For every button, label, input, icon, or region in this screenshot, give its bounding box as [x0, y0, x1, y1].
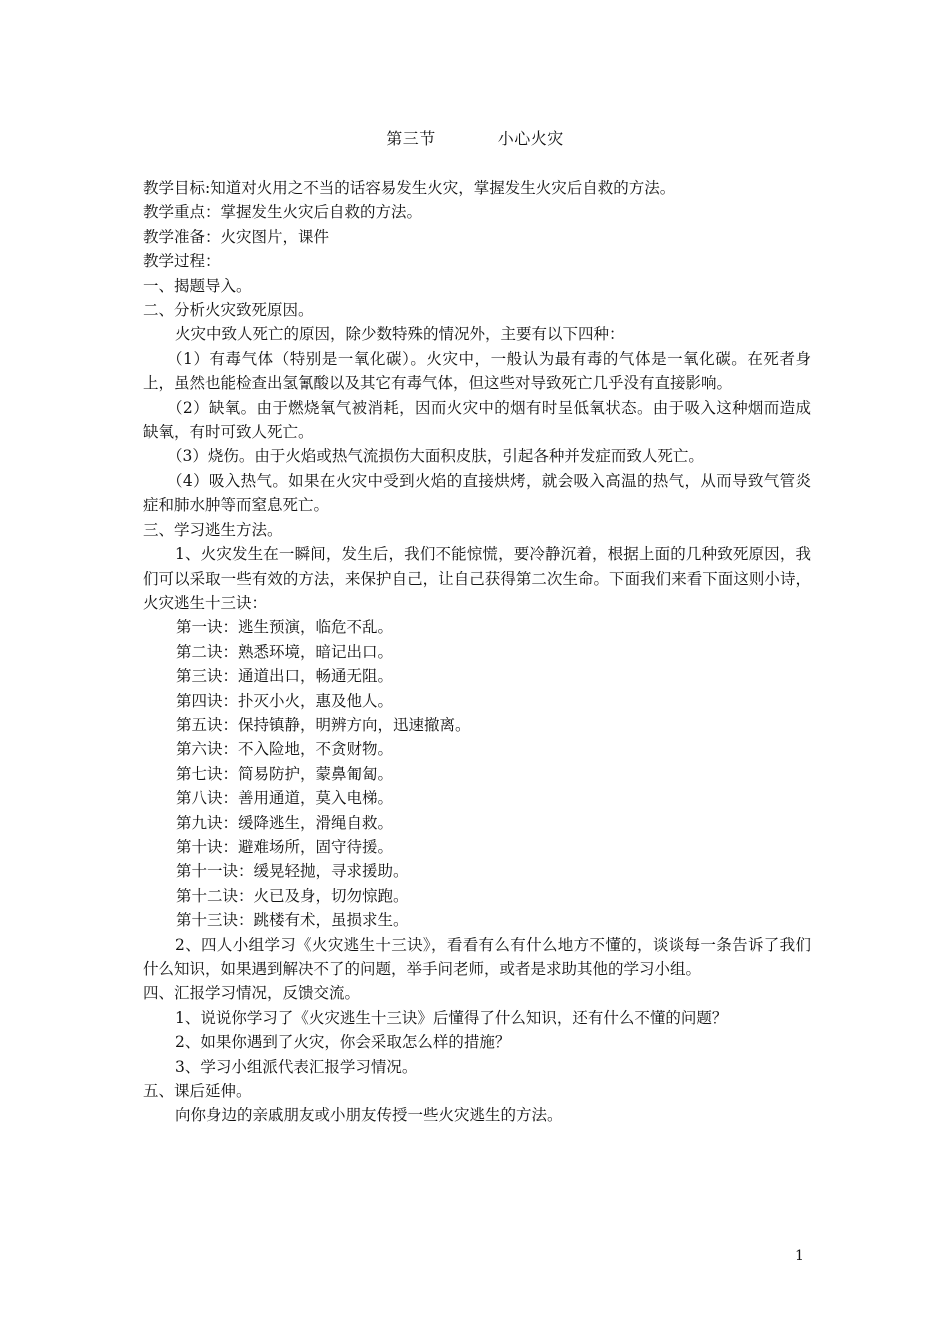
verse-line: 第二诀：熟悉环境，暗记出口。 [176, 642, 394, 661]
verse-line: 第十一诀：缓晃轻抛，寻求援助。 [176, 862, 409, 881]
teaching-goal: 教学目标:知道对火用之不当的话容易发生火灾，掌握发生火灾后自救的方法。 [143, 179, 676, 197]
verse-line: 第八诀：善用通道，莫入电梯。 [176, 789, 394, 808]
cause-1: （1）有毒气体（特别是一氧化碳）。火灾中，一般认为最有毒的气体是一氧化碳。在死者身上，虽然也能检查出氢氰酸以及其它有毒气体，但这些对导致死亡几乎没有直接影响。 [143, 349, 811, 393]
verse-line: 第十三诀：跳楼有术，虽损求生。 [176, 911, 409, 930]
escape-paragraph-1: 1、火灾发生在一瞬间，发生后，我们不能惊慌，要冷静沉着，根据上面的几种致死原因，我们可以采取一些有效的方法，来保护自己，让自己获得第二次生命。下面我们来看下面这则小诗，火灾逃生十三诀： [143, 545, 811, 612]
extension-paragraph: 向你身边的亲戚朋友或小朋友传授一些火灾逃生的方法。 [175, 1106, 563, 1125]
report-question-3: 3、学习小组派代表汇报学习情况。 [175, 1057, 418, 1076]
cause-2: （2）缺氧。由于燃烧氧气被消耗，因而火灾中的烟有时呈低氧状态。由于吸入这种烟而造成缺氧，有时可致人死亡。 [143, 398, 811, 442]
verse-line: 第九诀：缓降逃生，滑绳自救。 [176, 813, 394, 832]
verse-line: 第十诀：避难场所，固守待援。 [176, 837, 394, 856]
lesson-topic: 小心火灾 [497, 129, 564, 148]
section-heading-3: 三、学习逃生方法。 [143, 520, 283, 539]
lesson-body [143, 176, 811, 1128]
cause-intro: 火灾中致人死亡的原因，除少数特殊的情况外，主要有以下四种： [175, 325, 625, 344]
cause-4: （4）吸入热气。如果在火灾中受到火焰的直接烘烤，就会吸入高温的热气，从而导致气管炎症和肺水肿等而窒息死亡。 [143, 471, 811, 515]
page-title [0, 126, 950, 149]
page-number: 1 [795, 1248, 804, 1264]
escape-paragraph-2: 2、四人小组学习《火灾逃生十三诀》，看看有么有什么地方不懂的，谈谈每一条告诉了我们什么知识，如果遇到解决不了的问题，举手问老师，或者是求助其他的学习小组。 [143, 935, 811, 978]
section-heading-4: 四、汇报学习情况，反馈交流。 [143, 984, 361, 1003]
verse-line: 第四诀：扑灭小火，惠及他人。 [176, 691, 394, 710]
verse-line: 第一诀：逃生预演，临危不乱。 [176, 618, 394, 637]
section-heading-5: 五、课后延伸。 [143, 1082, 252, 1101]
escape-verse-list [143, 615, 811, 932]
section-heading-1: 一、揭题导入。 [143, 276, 252, 295]
teaching-prep: 教学准备：火灾图片，课件 [143, 227, 330, 246]
teaching-focus: 教学重点：掌握发生火灾后自救的方法。 [143, 203, 423, 222]
verse-line: 第十二诀：火已及身，切勿惊跑。 [176, 886, 409, 905]
verse-line: 第七诀：简易防护，蒙鼻匍匐。 [176, 764, 394, 783]
report-question-1: 1、说说你学习了《火灾逃生十三诀》后懂得了什么知识，还有什么不懂的问题？ [175, 1008, 728, 1027]
verse-line: 第三诀：通道出口，畅通无阻。 [176, 667, 394, 686]
teaching-process-heading: 教学过程： [143, 252, 221, 271]
verse-line: 第六诀：不入险地，不贪财物。 [176, 740, 394, 759]
section-number: 第三节 [386, 129, 436, 148]
verse-line: 第五诀：保持镇静，明辨方向，迅速撤离。 [176, 715, 471, 734]
report-question-2: 2、如果你遇到了火灾，你会采取怎么样的措施？ [175, 1033, 511, 1052]
section-heading-2: 二、分析火灾致死原因。 [143, 301, 314, 320]
cause-3: （3）烧伤。由于火焰或热气流损伤大面积皮肤，引起各种并发症而致人死亡。 [167, 447, 704, 466]
